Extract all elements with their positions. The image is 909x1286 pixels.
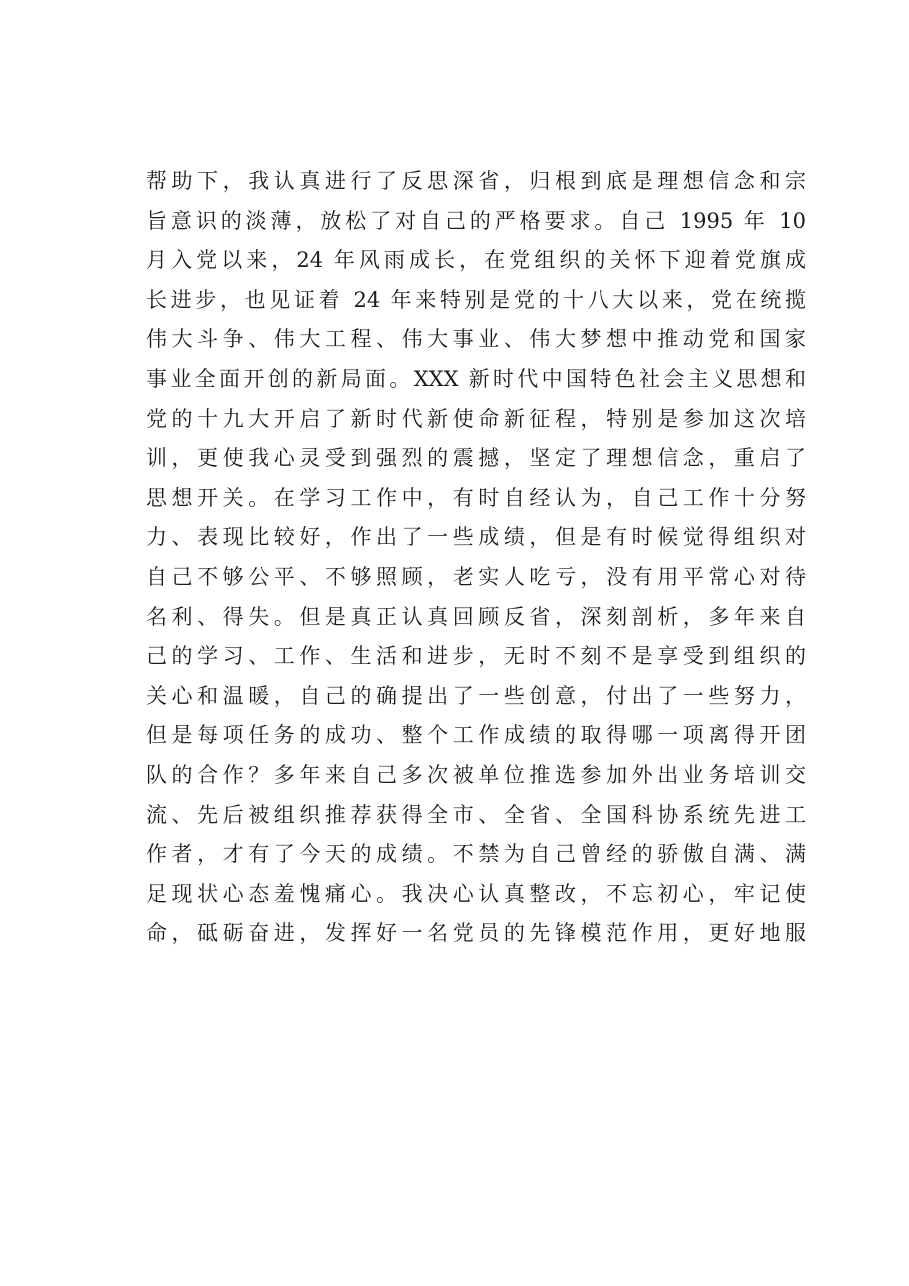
text-line-18: 作者，才有了今天的成绩。不禁为自己曾经的骄傲自满、满 <box>146 842 806 867</box>
body-paragraph <box>146 162 806 954</box>
text-line-15: 但是每项任务的成功、整个工作成绩的取得哪一项离得开团 <box>146 723 806 748</box>
text-line-2: 旨意识的淡薄，放松了对自己的严格要求。自己 1995 年 10 <box>146 208 806 233</box>
text-line-4: 长进步，也见证着 24 年来特别是党的十八大以来，党在统揽 <box>146 287 806 312</box>
text-line-12: 名利、得失。但是真正认真回顾反省，深刻剖析，多年来自 <box>146 604 806 629</box>
text-line-20: 命，砥砺奋进，发挥好一名党员的先锋模范作用，更好地服 <box>146 921 806 946</box>
text-line-6: 事业全面开创的新局面。XXX 新时代中国特色社会主义思想和 <box>146 366 806 391</box>
text-line-9: 思想开关。在学习工作中，有时自经认为，自己工作十分努 <box>146 485 806 510</box>
text-line-14: 关心和温暖，自己的确提出了一些创意，付出了一些努力， <box>146 683 806 708</box>
text-line-11: 自己不够公平、不够照顾，老实人吃亏，没有用平常心对待 <box>146 564 806 589</box>
text-line-10: 力、表现比较好，作出了一些成绩，但是有时候觉得组织对 <box>146 525 806 550</box>
text-line-5: 伟大斗争、伟大工程、伟大事业、伟大梦想中推动党和国家 <box>146 327 806 352</box>
text-line-13: 己的学习、工作、生活和进步，无时不刻不是享受到组织的 <box>146 644 806 669</box>
text-line-1: 帮助下，我认真进行了反思深省，归根到底是理想信念和宗 <box>146 169 806 193</box>
text-line-7: 党的十九大开启了新时代新使命新征程，特别是参加这次培 <box>146 406 806 431</box>
text-line-3: 月入党以来，24 年风雨成长，在党组织的关怀下迎着党旗成 <box>146 248 806 273</box>
text-line-8: 训，更使我心灵受到强烈的震撼，坚定了理想信念，重启了 <box>146 446 806 471</box>
text-line-19: 足现状心态羞愧痛心。我决心认真整改，不忘初心，牢记使 <box>146 881 806 906</box>
text-line-17: 流、先后被组织推荐获得全市、全省、全国科协系统先进工 <box>146 802 806 827</box>
text-line-16: 队的合作？多年来自己多次被单位推选参加外出业务培训交 <box>146 762 806 787</box>
